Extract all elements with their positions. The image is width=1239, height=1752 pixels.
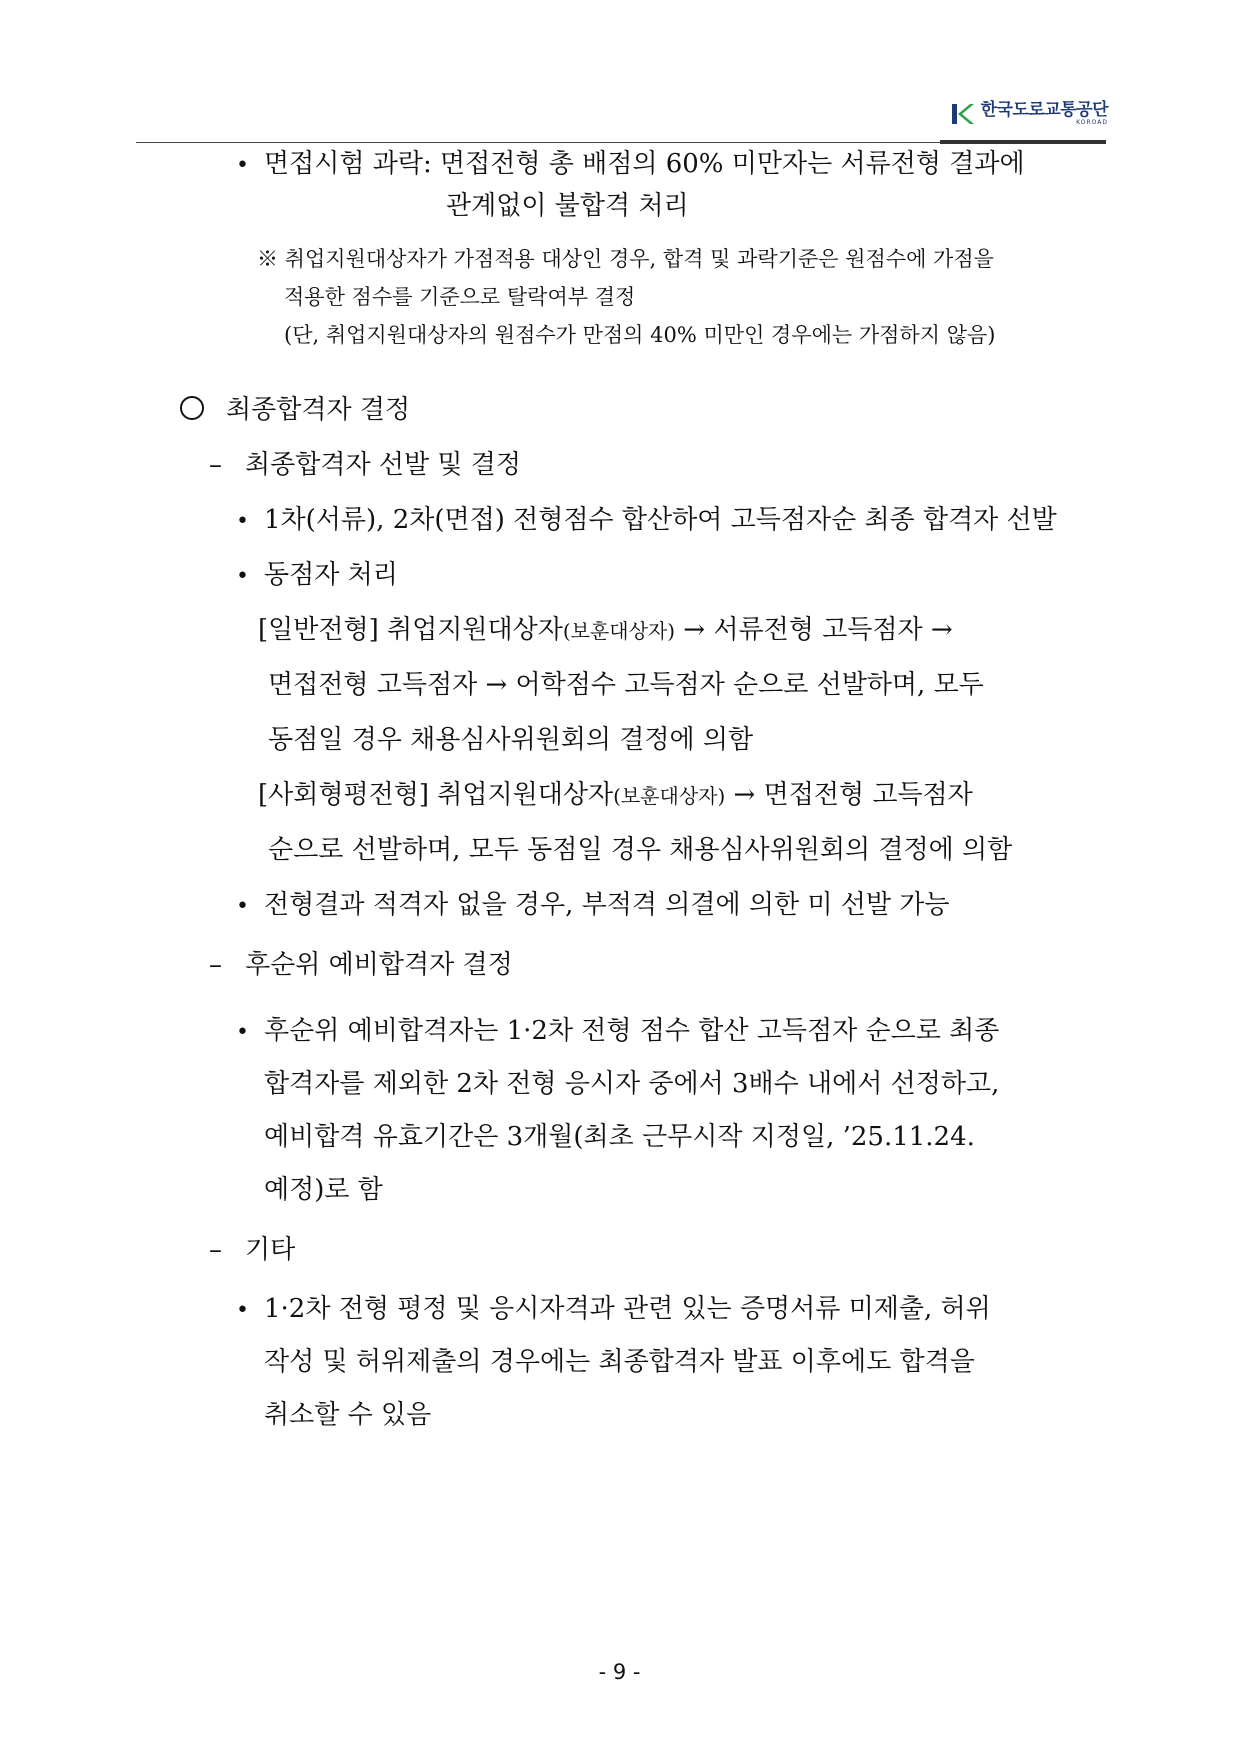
dash-marker: –	[209, 950, 222, 980]
circle-bullet-icon	[180, 396, 204, 420]
text-segment: [일반전형] 취업지원대상자	[258, 615, 563, 645]
text-line: 동점일 경우 채용심사위원회의 결정에 의함	[268, 725, 754, 755]
dash-marker: –	[209, 450, 222, 480]
logo-text: 한국도로교통공단	[980, 100, 1108, 120]
bullet-dot: •	[236, 153, 249, 178]
page-number: - 9 -	[598, 1660, 641, 1684]
text-line: 순으로 선발하며, 모두 동점일 경우 채용심사위원회의 결정에 의함	[268, 835, 1013, 865]
bullet-item	[236, 147, 1025, 183]
note-line: (단, 취업지원대상자의 원점수가 만점의 40% 미만인 경우에는 가점하지 않음)	[284, 323, 996, 347]
text-line: 면접시험 과락: 면접전형 총 배점의 60% 미만자는 서류전형 결과에	[264, 149, 1025, 179]
text-line: 예정)로 함	[264, 1175, 383, 1205]
text-line: 취소할 수 있음	[264, 1400, 432, 1430]
logo-subtext: KOROAD	[1076, 119, 1108, 126]
text-line: 전형결과 적격자 없을 경우, 부적격 의결에 의한 미 선발 가능	[264, 890, 950, 920]
bullet-item	[236, 558, 398, 594]
text-line	[258, 613, 953, 648]
section-heading	[180, 393, 410, 427]
dash-marker: –	[209, 1235, 222, 1265]
text-segment-small: (보훈대상자)	[562, 619, 676, 643]
text-line: 예비합격 유효기간은 3개월(최초 근무시작 지정일, ’25.11.24.	[264, 1122, 975, 1152]
bullet-dot: •	[236, 509, 249, 534]
text-line: 합격자를 제외한 2차 전형 응시자 중에서 3배수 내에서 선정하고,	[264, 1069, 1000, 1099]
text-line: 1차(서류), 2차(면접) 전형점수 합산하여 고득점자순 최종 합격자 선발	[264, 505, 1057, 535]
text-line	[258, 778, 973, 813]
header-rule-accent	[940, 140, 1106, 144]
bullet-item	[236, 503, 1057, 539]
note-line: ※ 취업지원대상자가 가점적용 대상인 경우, 합격 및 과락기준은 원점수에 가점을	[257, 247, 994, 271]
subsection-title: 최종합격자 선발 및 결정	[245, 450, 521, 480]
text-segment: → 면접전형 고득점자	[725, 780, 973, 810]
bullet-item	[236, 888, 949, 924]
bullet-item	[236, 1292, 991, 1328]
text-line: 1·2차 전형 평정 및 응시자격과 관련 있는 증명서류 미제출, 허위	[264, 1294, 991, 1324]
text-line: 관계없이 불합격 처리	[446, 191, 689, 221]
subsection-title: 후순위 예비합격자 결정	[245, 950, 513, 980]
subsection-heading	[209, 948, 513, 982]
bullet-item	[236, 1014, 999, 1050]
text-line: 동점자 처리	[264, 560, 398, 590]
subsection-heading	[209, 448, 521, 482]
text-segment: [사회형평전형] 취업지원대상자	[258, 780, 614, 810]
text-line: 작성 및 허위제출의 경우에는 최종합격자 발표 이후에도 합격을	[264, 1347, 975, 1377]
koroad-logo-icon	[951, 102, 975, 126]
subsection-title: 기타	[245, 1235, 296, 1265]
text-line: 면접전형 고득점자 → 어학점수 고득점자 순으로 선발하며, 모두	[268, 670, 984, 700]
bullet-dot: •	[236, 564, 249, 589]
section-title: 최종합격자 결정	[226, 395, 411, 425]
text-segment: → 서류전형 고득점자 →	[675, 615, 953, 645]
bullet-dot: •	[236, 894, 249, 919]
bullet-dot: •	[236, 1020, 249, 1045]
bullet-dot: •	[236, 1298, 249, 1323]
subsection-heading	[209, 1233, 295, 1267]
logo	[951, 102, 1108, 126]
note-line: 적용한 점수를 기준으로 탈락여부 결정	[284, 285, 636, 309]
text-segment-small: (보훈대상자)	[613, 784, 726, 808]
text-line: 후순위 예비합격자는 1·2차 전형 점수 합산 고득점자 순으로 최종	[264, 1016, 1000, 1046]
